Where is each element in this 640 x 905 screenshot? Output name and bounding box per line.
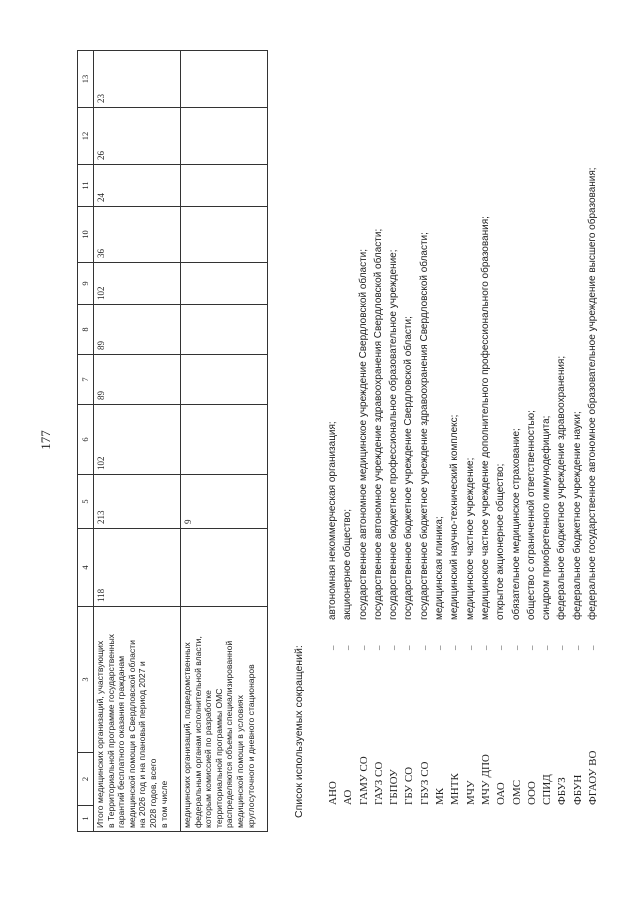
abbreviation-dash: – <box>435 645 446 650</box>
cell-value: 23 <box>96 94 106 103</box>
abbreviation-dash: – <box>450 645 461 650</box>
column-header-12: 12 <box>78 108 94 165</box>
abbreviation-definition: медицинская клиника; <box>434 516 446 620</box>
value-cell-col-11 <box>181 165 268 207</box>
abbreviation-definition: открытое акционерное общество; <box>495 463 507 620</box>
cell-value <box>181 207 185 262</box>
abbreviation-definition: автономная некоммерческая организация; <box>327 421 338 620</box>
value-cell-col-9 <box>94 263 181 305</box>
cell-value: 89 <box>96 341 106 350</box>
row-label-line: распределяются объемы специализированной <box>224 640 235 828</box>
column-header-3: 3 <box>78 607 94 753</box>
cell-value <box>181 305 185 354</box>
abbreviation-term: МЧУ ДПО <box>479 754 492 805</box>
abbreviation-dash: – <box>511 645 522 650</box>
column-header-10: 10 <box>78 207 94 263</box>
row-label-line: в Территориальной программе государственных <box>105 634 116 828</box>
cell-value: 213 <box>96 510 106 524</box>
value-cell-col-8 <box>181 305 268 355</box>
abbreviation-term: АО <box>342 789 355 805</box>
value-cell-col-12 <box>181 108 268 165</box>
abbreviation-term: МНТК <box>449 773 462 805</box>
abbreviation-definition: медицинское частное учреждение; <box>464 457 476 620</box>
column-header-4: 4 <box>78 529 94 607</box>
abbreviation-definition: акционерное общество; <box>342 509 354 620</box>
row-label <box>94 607 170 831</box>
row-label-line: 2028 годов, всего <box>147 758 158 828</box>
value-cell-col-9 <box>181 263 268 305</box>
abbreviation-definition: государственное бюджетное профессиональное образовательное учреждение; <box>388 249 400 620</box>
abbreviation-term: ГБУЗ СО <box>418 761 431 805</box>
column-header-8: 8 <box>78 305 94 355</box>
abbreviation-definition: государственное бюджетное учреждение Свердловской области; <box>403 316 415 620</box>
abbreviation-dash: – <box>389 645 400 650</box>
row-label-line: в том числе <box>158 780 169 828</box>
value-cell-col-13 <box>181 51 268 108</box>
value-cell-col-5 <box>94 475 181 529</box>
cell-value <box>181 405 185 474</box>
cell-value: 102 <box>96 286 106 300</box>
column-header-1: 1 <box>78 806 94 832</box>
abbreviation-dash: – <box>480 645 491 650</box>
abbreviation-definition: медицинское частное учреждение дополнительного профессионального образования; <box>479 216 491 620</box>
value-cell-col-10 <box>181 207 268 263</box>
abbreviation-definition: государственное бюджетное учреждение здравоохранения Свердловской области; <box>418 232 430 620</box>
abbreviation-definition: медицинский научно-технический комплекс; <box>449 414 461 620</box>
table-header-row <box>78 51 94 832</box>
row-label-cell <box>181 607 268 832</box>
cell-value: 36 <box>96 249 106 258</box>
cell-value <box>181 355 185 404</box>
abbreviation-dash: – <box>358 645 369 650</box>
row-label-line: круглосуточного и дневного стационаров <box>245 664 256 828</box>
abbreviation-dash: – <box>404 645 415 650</box>
value-cell-col-6 <box>181 405 268 475</box>
abbreviation-dash: – <box>588 645 599 650</box>
row-label <box>181 607 257 831</box>
abbreviation-dash: – <box>557 645 568 650</box>
column-header-6: 6 <box>78 405 94 475</box>
value-cell-col-12 <box>94 108 181 165</box>
cell-value: 24 <box>96 193 106 202</box>
abbreviation-definition: государственное автономное учреждение здравоохранения Свердловской области; <box>372 228 384 620</box>
value-cell-col-8 <box>94 305 181 355</box>
abbreviation-term: ГБУ СО <box>403 766 416 805</box>
cell-value <box>181 51 185 107</box>
column-header-9: 9 <box>78 263 94 305</box>
row-label-line: федеральным органам исполнительной власти, <box>192 636 203 828</box>
abbreviation-dash: – <box>373 645 384 650</box>
abbreviation-term: ФБУН <box>571 774 584 805</box>
row-label-line: Итого медицинских организаций, участвующих <box>95 640 105 828</box>
abbreviation-term: МЧУ <box>464 780 477 805</box>
cell-value <box>181 263 185 304</box>
abbreviation-dash: – <box>526 645 537 650</box>
value-cell-col-4 <box>181 529 268 607</box>
cell-value: 9 <box>183 519 193 524</box>
abbreviation-term: СПИД <box>541 774 554 805</box>
abbreviation-definition: общество с ограниченной ответственностью; <box>525 410 537 620</box>
column-header-5: 5 <box>78 475 94 529</box>
value-cell-col-4 <box>94 529 181 607</box>
abbreviation-definition: синдром приобретенного иммунодефицита; <box>541 415 553 620</box>
abbreviation-term: МК <box>434 787 447 805</box>
value-cell-col-7 <box>94 355 181 405</box>
abbreviation-term: ГАУЗ СО <box>372 761 385 805</box>
abbreviation-term: ФБУЗ <box>556 777 569 805</box>
cell-value <box>181 165 185 206</box>
abbreviation-term: ГАМУ СО <box>357 756 370 805</box>
row-label-line: медицинской помощи в условиях <box>234 695 245 828</box>
column-header-11: 11 <box>78 165 94 207</box>
abbreviation-term: ООО <box>525 781 538 805</box>
row-label-cell <box>94 607 181 832</box>
column-header-13: 13 <box>78 51 94 108</box>
cell-value: 89 <box>96 391 106 400</box>
cell-value: 102 <box>96 456 106 470</box>
abbreviation-dash: – <box>542 645 553 650</box>
column-header-2: 2 <box>78 753 94 806</box>
value-cell-col-7 <box>181 355 268 405</box>
abbreviation-dash: – <box>572 645 583 650</box>
row-label-line: которым комиссией по разработке <box>203 690 214 828</box>
row-label-line: медицинских организаций, подведомственных <box>182 642 192 828</box>
row-label-line: медицинской помощи в Свердловской области <box>126 640 137 828</box>
value-cell-col-5 <box>181 475 268 529</box>
abbreviation-term: ОМС <box>510 779 523 805</box>
cell-value <box>181 108 185 164</box>
data-table <box>77 50 268 832</box>
abbreviations-title: Список используемых сокращений: <box>293 645 305 818</box>
row-label-line: гарантий бесплатного оказания гражданам <box>116 655 127 828</box>
page-number: 177 <box>38 430 53 450</box>
row-label-line: на 2026 год и на плановый период 2027 и <box>137 661 148 828</box>
abbreviation-term: ГБПОУ <box>388 769 401 805</box>
cell-value: 118 <box>96 588 106 602</box>
abbreviation-dash: – <box>496 645 507 650</box>
cell-value: 26 <box>96 151 106 160</box>
table-row <box>181 51 268 832</box>
value-cell-col-10 <box>94 207 181 263</box>
abbreviation-definition: федеральное бюджетное учреждение науки; <box>571 411 583 620</box>
abbreviation-dash: – <box>343 645 354 650</box>
abbreviation-dash: – <box>465 645 476 650</box>
abbreviation-definition: федеральное бюджетное учреждение здравоохранения; <box>556 355 568 620</box>
abbreviation-term: ОАО <box>495 782 508 805</box>
abbreviation-definition: государственное автономное медицинское учреждение Свердловской области; <box>357 248 369 620</box>
abbreviation-dash: – <box>419 645 430 650</box>
abbreviation-term: АНО <box>327 781 339 805</box>
row-label-line: территориальной программы ОМС <box>213 688 224 828</box>
value-cell-col-11 <box>94 165 181 207</box>
table-row <box>94 51 181 832</box>
abbreviation-dash: – <box>328 645 338 650</box>
abbreviation-definition: федеральное государственное автономное образовательное учреждение высшего образования; <box>587 167 599 620</box>
cell-value <box>181 529 185 606</box>
column-header-7: 7 <box>78 355 94 405</box>
abbreviation-definition: обязательное медицинское страхование; <box>510 428 522 620</box>
abbreviation-term: ФГАОУ ВО <box>587 750 600 805</box>
value-cell-col-6 <box>94 405 181 475</box>
value-cell-col-13 <box>94 51 181 108</box>
